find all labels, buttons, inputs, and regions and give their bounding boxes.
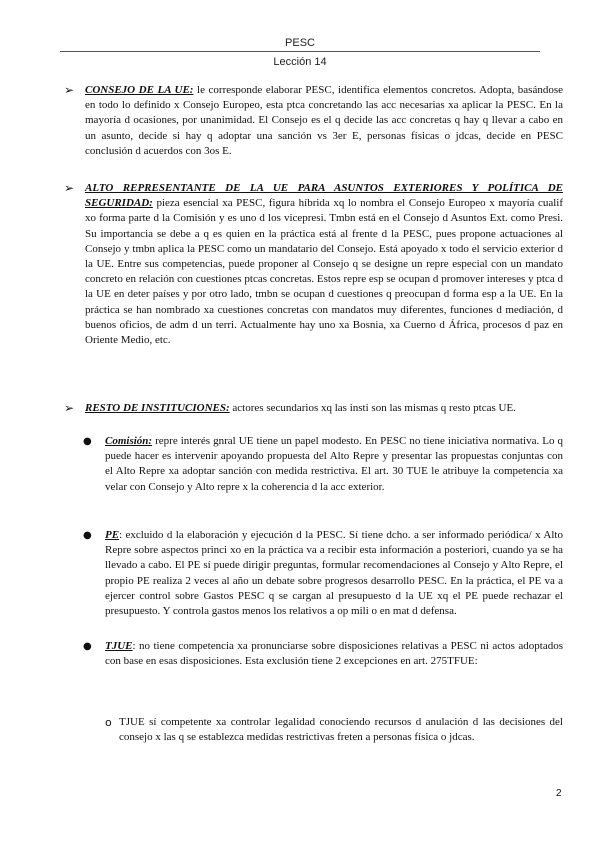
section-heading: ALTO REPRESENTANTE DE LA UE PARA ASUNTOS EXTERIORES Y POLÍTICA DE SEGURIDAD:	[85, 182, 563, 210]
page-header-subtitle: Lección 14	[273, 56, 327, 68]
subsection-comision	[83, 434, 563, 495]
dot-bullet-icon: ●	[83, 436, 92, 447]
subsection-text: : no tiene competencia xa pronunciarse sobre disposiciones relativas a PESC ni actos adoptados con base en esas disposiciones. Esta exclusión tiene 2 excepciones en art. 275TFUE:	[105, 640, 563, 668]
subsection-heading: Comisión:	[105, 435, 153, 447]
section-text: actores secundarios xq las insti son las mismas q resto ptcas UE.	[229, 402, 516, 414]
subsection-heading: PE	[105, 529, 120, 541]
page-number: 2	[556, 788, 562, 799]
subsection-text: : excluido d la elaboración y ejecución d la PESC. Sí tiene dcho. a ser informado periódica/ x Alto Repre sobre aspectos princi xo en la práctica va a recibir esta información a posteriori, cuando ya se ha llevado a cabo. El PE sí puede dirigir preguntas, formular recomendaciones al Consejo y Alto Repre, el propio PE realiza 2 veces al año un debate sobre progresos desarrollo PESC. En la práctica, el PE va a ejercer control sobre Gastos PESC q se cargan al presupuesto d la UE xq el PE puede rechazar el presupuesto. Y controla gastos menos los relativos a op mili o en mat d defensa.	[105, 529, 563, 618]
section-text: le corresponde elaborar PESC, identifica elementos concretos. Adopta, basándose en todo lo definido x Consejo Europeo, esta ptca concretando las acc necesarias xa aplicar la PESC. En la mayoría d ocasiones, por unanimidad. El Consejo es el q decide las acc concretas q hay q llevar a cabo en un asunto, decide si hay q adoptar una sanción vs 3er E, personas físicas o jdcas, decide en PESC conclusión d acuerdos con 3os E.	[85, 84, 563, 157]
dot-bullet-icon: ●	[83, 530, 92, 541]
subsubsection-text: TJUE sí competente xa controlar legalidad conociendo recursos d anulación d las decisiones del consejo x las q se establezca medidas restrictivas freten a personas física o jdcas.	[119, 716, 563, 744]
dot-bullet-icon: ●	[83, 641, 92, 652]
section-heading: RESTO DE INSTITUCIONES:	[85, 402, 230, 414]
subsection-tjue	[83, 639, 563, 669]
page-header-title: PESC	[285, 37, 315, 49]
arrow-bullet-icon: ➢	[64, 83, 75, 97]
section-resto-instituciones	[64, 401, 563, 416]
header-divider	[60, 51, 540, 52]
section-text: pieza esencial xa PESC, figura híbrida xq lo nombra el Consejo Europeo x mayoría cualif xo forma parte d la Comisión y es uno d los vicepresi. Tmbn está en el Consejo d Asuntos Ext. como Presi. Su importancia se debe a q es quien en la práctica está al frente d la PESC, pues propone actuaciones al Consejo y tmbn aplica la PESC como un mandatario del Consejo. Está apoyado x todo el servicio exterior d la UE. Entre sus competencias, puede proponer al Consejo q se designe un repre especial con un mandato concreto en relación con cuestiones ptcas concretas. Estos repre esp se ocupan d promover intereses y ptca d la UE en deter países y por otro lado, tmbn se ocupan d cuestiones q preocupan d forma esp a la UE. En la práctica se han nombrado xa cuestiones concretas con mandatos muy diferentes, funciones d mediación, d buenos oficios, de adm d un terri. Actualmente hay uno xa Bosnia, xa Cuerno d África, procesos d paz en Oriente Medio, etc.	[85, 197, 563, 347]
arrow-bullet-icon: ➢	[64, 401, 75, 415]
subsubsection-tjue-excepcion	[105, 715, 563, 745]
subsection-text: repre interés gnral UE tiene un papel modesto. En PESC no tiene iniciativa normativa. Lo q puede hacer es intervenir apoyando propuesta del Alto Repre y presentar las propuestas conjuntas con el Alto Repre xa adoptar sanción con medida restrictiva. El art. 30 TUE le atribuye la competencia xa velar con Consejo y Alto repre x la coherencia d la acc exterior.	[105, 435, 563, 493]
section-consejo	[64, 83, 563, 159]
circle-bullet-icon: o	[105, 716, 112, 729]
section-alto-representante	[64, 181, 563, 348]
subsection-pe	[83, 528, 563, 619]
subsection-heading: TJUE	[105, 640, 133, 652]
arrow-bullet-icon: ➢	[64, 181, 75, 195]
section-heading: CONSEJO DE LA UE:	[85, 84, 194, 96]
